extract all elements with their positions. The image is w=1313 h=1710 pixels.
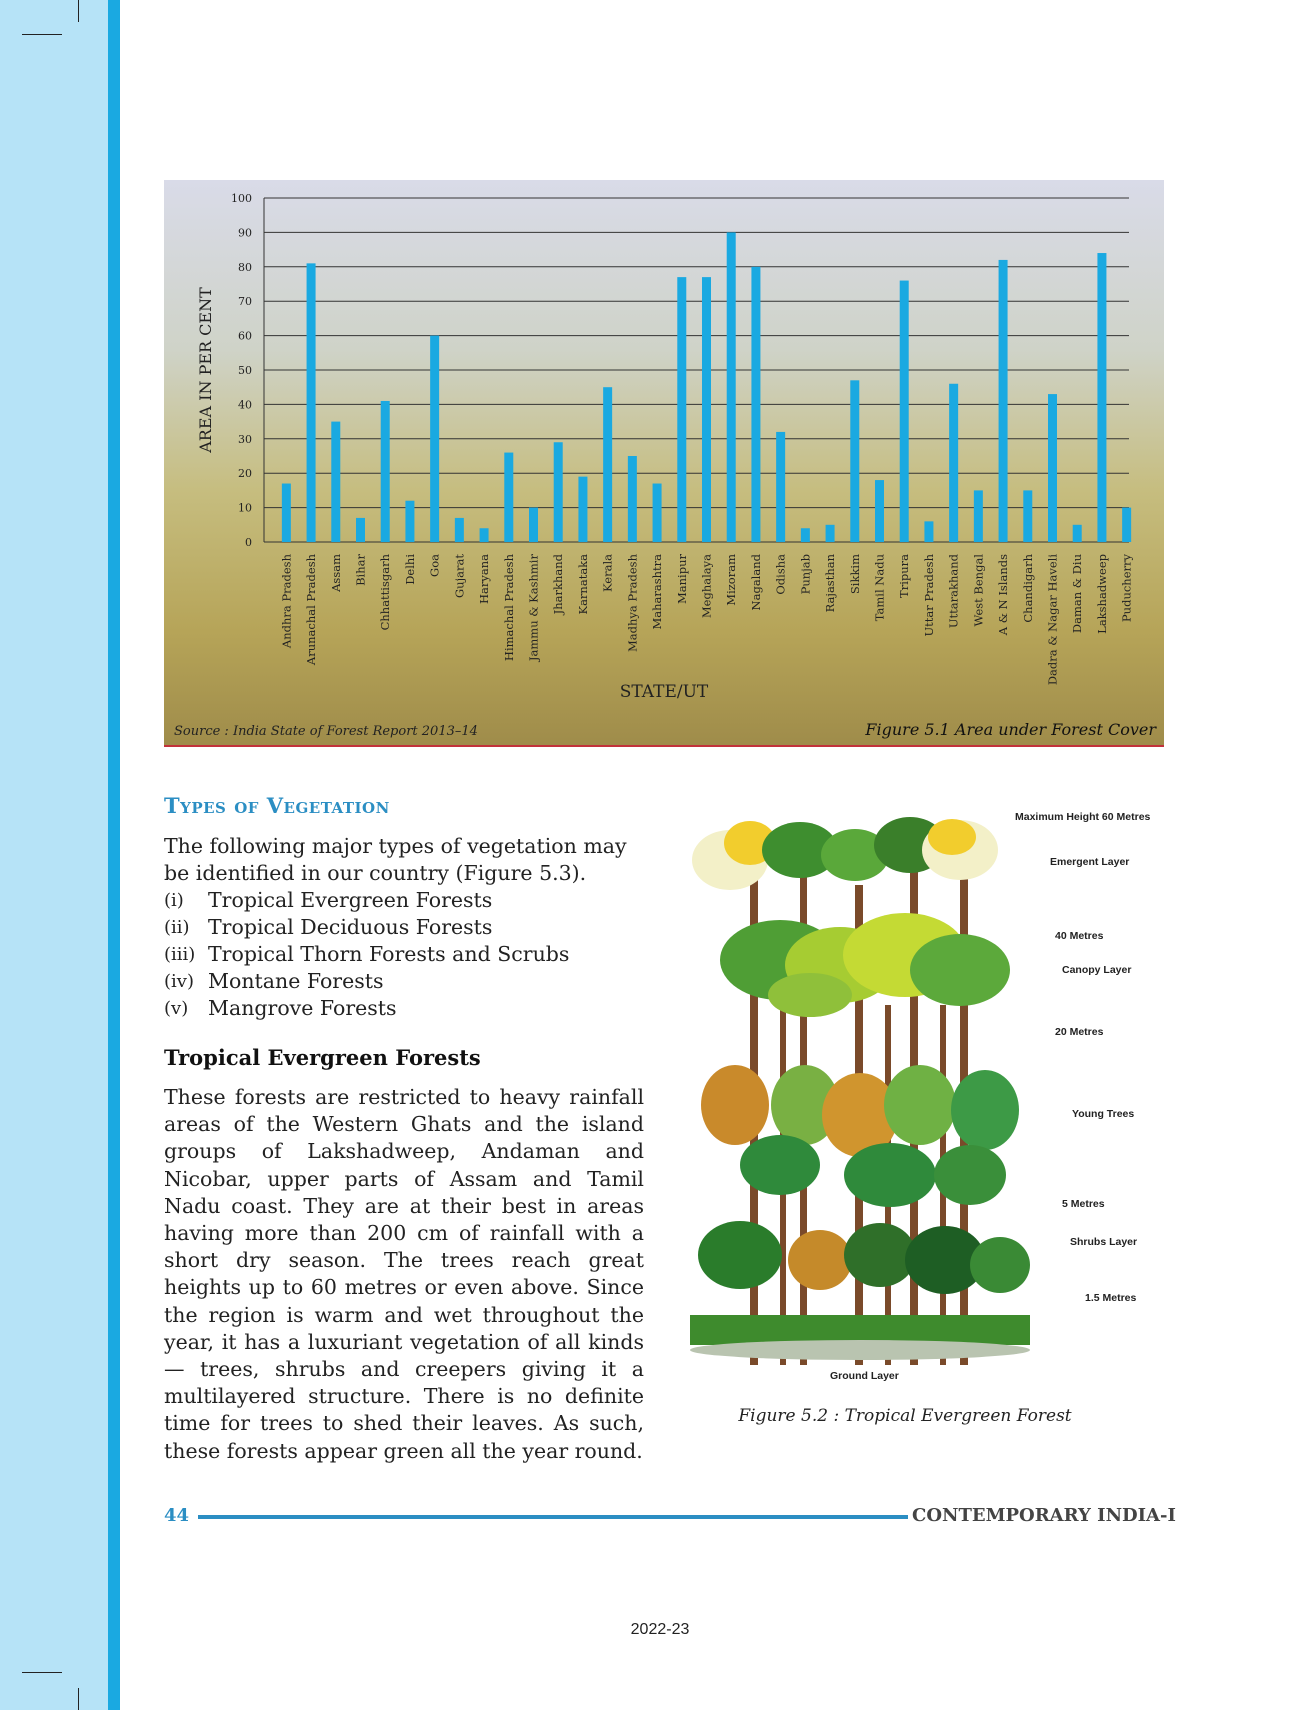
young-trees-crowns (701, 1065, 1019, 1207)
list-label: Montane Forests (208, 969, 384, 993)
label-ground: Ground Layer (830, 1370, 899, 1382)
bar (529, 508, 538, 542)
side-stripe (108, 0, 120, 1710)
figure-caption: Figure 5.2 : Tropical Evergreen Forest (738, 1406, 1072, 1426)
x-tick-label: Dadra & Nagar Haveli (1045, 554, 1060, 686)
crop-mark (22, 34, 62, 35)
y-axis-label: AREA IN PER CENT (196, 287, 215, 453)
x-tick-label: Meghalaya (699, 554, 714, 619)
bar (776, 432, 785, 542)
bar-chart-svg (164, 180, 1164, 745)
x-tick-label: Tamil Nadu (872, 554, 887, 622)
x-tick-label: Puducherry (1119, 554, 1134, 623)
bar (875, 480, 884, 542)
bar (1097, 253, 1106, 542)
label-emergent: Emergent Layer (1050, 856, 1130, 868)
x-tick-label: Arunachal Pradesh (304, 554, 319, 666)
x-tick-label: Odisha (773, 554, 788, 595)
x-tick-label: Lakshadweep (1094, 554, 1109, 634)
crop-mark (22, 1672, 62, 1673)
list-label: Tropical Deciduous Forests (208, 915, 493, 939)
bar (900, 281, 909, 542)
list-item (164, 887, 644, 914)
x-tick-label: Chandigarh (1020, 554, 1035, 623)
x-tick-label: West Bengal (971, 554, 986, 627)
y-tick-label: 80 (238, 260, 252, 274)
y-tick-label: 40 (238, 398, 252, 412)
label-20-metres: 20 Metres (1055, 1026, 1104, 1038)
x-tick-label: Rajasthan (823, 554, 838, 613)
bar (924, 521, 933, 542)
x-tick-label: A & N Islands (996, 554, 1011, 636)
bar (430, 336, 439, 542)
bar (356, 518, 365, 542)
bar (702, 277, 711, 542)
label-shrubs: Shrubs Layer (1070, 1236, 1138, 1248)
x-tick-label: Daman & Diu (1070, 554, 1085, 634)
bar (307, 263, 316, 542)
chart-caption: Figure 5.1 Area under Forest Cover (865, 720, 1156, 739)
page-number: 44 (164, 1505, 190, 1526)
bar (1122, 508, 1131, 542)
bar (653, 484, 662, 542)
list-item (164, 941, 644, 968)
x-tick-label: Manipur (674, 554, 689, 604)
x-tick-label: Chhattisgarh (378, 554, 393, 631)
bar (1073, 525, 1082, 542)
bar (405, 501, 414, 542)
x-tick-label: Tripura (897, 554, 912, 598)
bar (677, 277, 686, 542)
bar (282, 484, 291, 542)
bar (578, 477, 587, 542)
crop-mark (78, 1688, 79, 1710)
x-tick-label: Kerala (600, 554, 615, 592)
chart-source: Source : India State of Forest Report 2013–14 (174, 724, 478, 739)
crop-mark (78, 0, 79, 22)
y-tick-label: 20 (238, 467, 252, 481)
list-item (164, 995, 644, 1022)
bar (603, 387, 612, 542)
x-tick-label: Karnataka (575, 554, 590, 615)
bar (751, 267, 760, 542)
x-tick-label: Jammu & Kashmir (526, 554, 541, 662)
x-tick-label: Mizoram (724, 554, 739, 606)
bar (331, 422, 340, 542)
bar (999, 260, 1008, 542)
label-young-trees: Young Trees (1072, 1108, 1135, 1120)
x-tick-label: Himachal Pradesh (501, 554, 516, 662)
x-axis-label: STATE/UT (619, 682, 709, 702)
bar (1048, 394, 1057, 542)
book-title: CONTEMPORARY INDIA-I (912, 1505, 1176, 1526)
label-40-metres: 40 Metres (1055, 930, 1104, 942)
list-number: (iv) (164, 971, 194, 992)
x-tick-label: Uttar Pradesh (921, 554, 936, 637)
y-tick-label: 50 (238, 364, 252, 377)
shrub-layer (698, 1221, 1030, 1294)
x-tick-label: Delhi (402, 554, 417, 585)
y-tick-label: 100 (231, 192, 252, 205)
x-tick-label: Bihar (353, 554, 368, 586)
list-label: Mangrove Forests (208, 996, 397, 1020)
list-item (164, 914, 644, 941)
list-number: (v) (164, 998, 189, 1019)
x-tick-label: Haryana (477, 554, 492, 604)
bar (554, 442, 563, 542)
x-tick-label: Jharkhand (551, 554, 566, 615)
x-tick-label: Punjab (798, 554, 813, 595)
ground-shadow (690, 1340, 1030, 1360)
y-tick-label: 90 (238, 226, 252, 240)
y-tick-label: 30 (238, 432, 252, 446)
bar (455, 518, 464, 542)
x-tick-label: Maharashtra (650, 554, 665, 630)
vegetation-list (164, 887, 644, 1022)
bar (974, 490, 983, 542)
list-number: (ii) (164, 917, 190, 938)
intro-text: The following major types of vegetation may be identified in our country (Figure 5.3). (164, 834, 627, 885)
x-tick-label: Goa (427, 554, 442, 577)
y-tick-label: 70 (238, 295, 252, 309)
side-band (0, 0, 108, 1710)
x-tick-label: Assam (328, 554, 343, 592)
emergent-layer-crowns (692, 817, 998, 890)
list-label: Tropical Thorn Forests and Scrubs (208, 942, 570, 966)
list-label: Tropical Evergreen Forests (208, 888, 493, 912)
y-tick-label: 0 (245, 536, 252, 549)
forest-cover-chart (164, 180, 1164, 745)
page-year: 2022-23 (630, 1621, 690, 1638)
bar (826, 525, 835, 542)
x-tick-label: Uttarakhand (946, 554, 961, 629)
body-paragraph: These forests are restricted to heavy rainfall areas of the Western Ghats and the island groups of Lakshadweep, Andaman and Nicobar, upper parts of Assam and Tamil Nadu coast. They are at their best in areas having more than 200 cm of rainfall with a short dry season. The trees reach great heights up to 60 metres or even above. Since the region is warm and wet throughout the year, it has a luxuriant vegetation of all kinds — trees, shrubs and creepers giving it a multilayered structure. There is no definite time for trees to shed their leaves. As such, these forests appear green all the year round. (164, 1085, 644, 1463)
section-heading: Types of Vegetation (164, 793, 390, 818)
bar (381, 401, 390, 542)
bar (850, 380, 859, 542)
label-5-metres: 5 Metres (1062, 1198, 1105, 1210)
subheading: Tropical Evergreen Forests (164, 1045, 481, 1070)
x-tick-label: Gujarat (452, 554, 467, 598)
label-1-5-metres: 1.5 Metres (1085, 1292, 1137, 1304)
x-tick-label: Madhya Pradesh (625, 554, 640, 652)
y-tick-label: 10 (238, 501, 252, 515)
forest-layers-illustration (690, 805, 1160, 1395)
x-tick-label: Nagaland (748, 554, 763, 611)
x-tick-label: Andhra Pradesh (279, 554, 294, 649)
label-max-height: Maximum Height 60 Metres (1015, 811, 1151, 823)
bar (480, 528, 489, 542)
list-number: (i) (164, 890, 184, 911)
list-number: (iii) (164, 944, 196, 965)
label-canopy: Canopy Layer (1062, 964, 1132, 976)
footer-rule (198, 1515, 908, 1519)
chart-underline (164, 745, 1164, 747)
bar (628, 456, 637, 542)
x-tick-label: Sikkim (847, 554, 862, 595)
bar (1023, 490, 1032, 542)
bar (949, 384, 958, 542)
bar (727, 232, 736, 542)
bar (801, 528, 810, 542)
bar (504, 453, 513, 542)
y-tick-label: 60 (238, 329, 252, 343)
list-item (164, 968, 644, 995)
